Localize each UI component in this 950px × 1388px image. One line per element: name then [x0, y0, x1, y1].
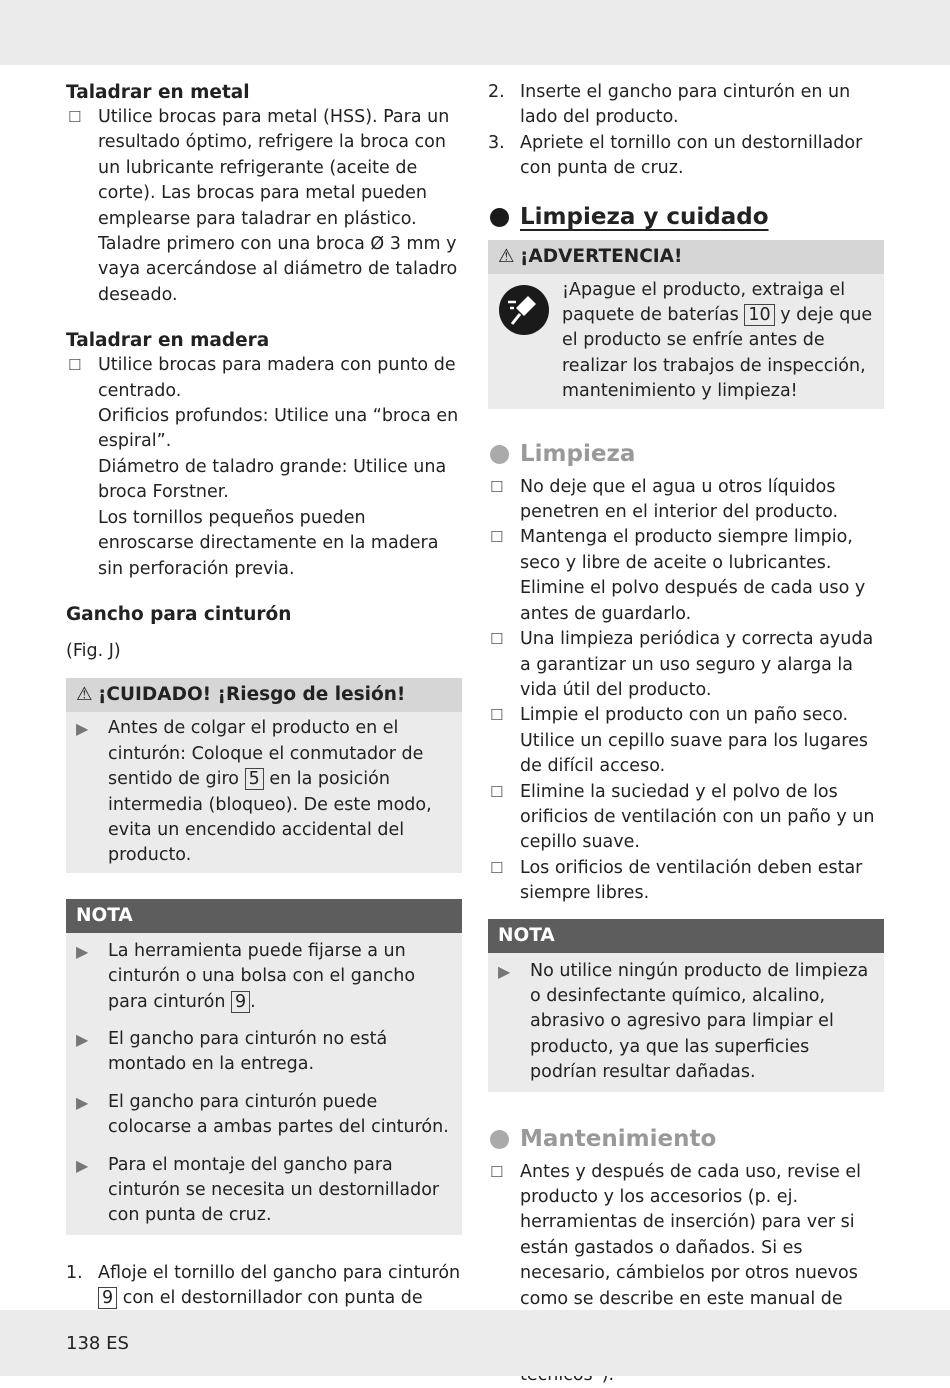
warning-triangle-icon: ⚠: [498, 245, 515, 267]
list-item: ▶ El gancho para cinturón no está montado en la entrega.: [76, 1028, 388, 1075]
list-item: ▶ Antes de colgar el producto en el cinturón: Coloque el conmutador de sentido de giro 5 en la posición intermedia (bloqueo). De este modo, evita un encendido accidental del producto.: [76, 718, 432, 866]
bullet-dot-icon: [490, 445, 509, 464]
list-item: ☐ Una limpieza periódica y correcta ayuda a garantizar un uso seguro y alarga la vida útil del producto.: [490, 629, 874, 700]
arrow-bullet-icon: ▶: [76, 1092, 89, 1112]
section-heading-limpieza-cuidado: Limpieza y cuidado: [488, 202, 884, 232]
arrow-bullet-icon: ▶: [498, 961, 511, 981]
list-item: ▶ La herramienta puede fijarse a un cinturón o una bolsa con el gancho para cinturón 9 .: [76, 940, 416, 1012]
heading-taladrar-madera: Taladrar en madera: [66, 330, 270, 352]
list-item: ☐ Limpie el producto con un paño seco. Utilice un cepillo suave para los lugares de difícil acceso.: [490, 705, 868, 777]
footer-bar: [0, 1310, 950, 1376]
part-ref-10: 10: [744, 304, 774, 326]
part-ref-5: 5: [245, 768, 264, 790]
list-item: ☐ Utilice brocas para metal (HSS). Para un resultado óptimo, refrigere la broca con un lubricante refrigerante (aceite de corte). Las brocas para metal pueden emplearse para taladrar en plástico. Taladre primero con una broca Ø 3 mm y vaya acercándose al diámetro de taladro deseado.: [68, 107, 458, 305]
list-item: ☐ Utilice brocas para madera con punto de centrado. Orificios profundos: Utilice una “broca en espiral”. Diámetro de taladro grande: Utilice una broca Forstner. Los tornillos pequeños pueden enroscarse directamente en la madera sin perforación previa.: [68, 355, 459, 579]
arrow-bullet-icon: ▶: [76, 719, 89, 739]
limpieza-list: [488, 475, 884, 907]
checkbox-bullet-icon: ☐: [490, 477, 504, 496]
note-header: NOTA: [66, 899, 462, 933]
page-number: 138 ES: [66, 1333, 129, 1354]
checkbox-bullet-icon: ☐: [490, 528, 504, 547]
list-item: ☐ No deje que el agua u otros líquidos penetren en el interior del producto.: [490, 476, 839, 523]
warning-header: ⚠ ¡ADVERTENCIA!: [488, 240, 884, 274]
note-box: [66, 899, 462, 1235]
figure-reference: (Fig. J): [66, 640, 121, 661]
list-item: ☐ Antes y después de cada uso, revise el producto y los accesorios (p. ej. herramientas de inserción) para ver si están gastados o dañados. Si es necesario, cámbielos por otros nuevos como se describe en este manual de: [490, 1161, 862, 1309]
left-column: [66, 80, 462, 1337]
heading-taladrar-metal: Taladrar en metal: [66, 82, 250, 103]
checkbox-bullet-icon: ☐: [490, 1162, 504, 1181]
part-ref-9: 9: [231, 991, 250, 1013]
caution-header: ⚠ ¡CUIDADO! ¡Riesgo de lesión!: [66, 678, 462, 712]
warning-triangle-icon: ⚠: [76, 684, 93, 706]
checkbox-bullet-icon: ☐: [490, 630, 504, 649]
section-heading-limpieza: Limpieza: [488, 439, 884, 469]
note-header: NOTA: [488, 919, 884, 953]
checkbox-bullet-icon: ☐: [68, 356, 82, 375]
note-box: [488, 919, 884, 1092]
right-column: [488, 80, 884, 1388]
warning-box: ⚠ ¡ADVERTENCIA! ¡Apague el producto, extraiga el paquete de baterías 10 y deje que el producto se enfríe antes de realizar los trabajos de inspección, mantenimiento y limpieza!: [488, 240, 884, 409]
bullet-dot-icon: [490, 208, 509, 227]
header-bar: [0, 0, 950, 65]
checkbox-bullet-icon: ☐: [490, 858, 504, 877]
heading-gancho: Gancho para cinturón: [66, 603, 292, 625]
list-item: ▶ No utilice ningún producto de limpieza o desinfectante químico, alcalino, abrasivo o agresivo para limpiar el producto, ya que las superficies podrían resultar dañadas.: [498, 960, 869, 1083]
caution-box: [66, 678, 462, 872]
checkbox-bullet-icon: ☐: [490, 782, 504, 801]
step-item: 3. Apriete el tornillo con un destornillador con punta de cruz.: [488, 132, 863, 179]
checkbox-bullet-icon: ☐: [68, 108, 82, 126]
step-item: 1. Afloje el tornillo del gancho para cinturón 9 con el destornillador con punta de: [66, 1262, 461, 1309]
unplug-icon: [498, 284, 550, 336]
arrow-bullet-icon: ▶: [76, 1155, 89, 1175]
list-item: ☐ Los orificios de ventilación deben estar siempre libres.: [490, 857, 863, 904]
bullet-dot-icon: [490, 1130, 509, 1149]
list-item: ☐ Mantenga el producto siempre limpio, seco y libre de aceite o lubricantes. Elimine el polvo después de cada uso y antes de guardarlo.: [490, 527, 866, 624]
list-item: ▶ Para el montaje del gancho para cinturón se necesita un destornillador con punta de cruz.: [76, 1154, 440, 1226]
part-ref-9: 9: [98, 1287, 117, 1309]
step-item: 2. Inserte el gancho para cinturón en un lado del producto.: [488, 82, 851, 128]
list-item: ▶ El gancho para cinturón puede colocarse a ambas partes del cinturón.: [76, 1091, 449, 1138]
arrow-bullet-icon: ▶: [76, 1029, 89, 1049]
section-heading-mantenimiento: Mantenimiento: [488, 1124, 884, 1154]
arrow-bullet-icon: ▶: [76, 941, 89, 961]
list-item: ☐ Elimine la suciedad y el polvo de los orificios de ventilación con un paño y un cepillo suave.: [490, 781, 875, 853]
checkbox-bullet-icon: ☐: [490, 706, 504, 725]
